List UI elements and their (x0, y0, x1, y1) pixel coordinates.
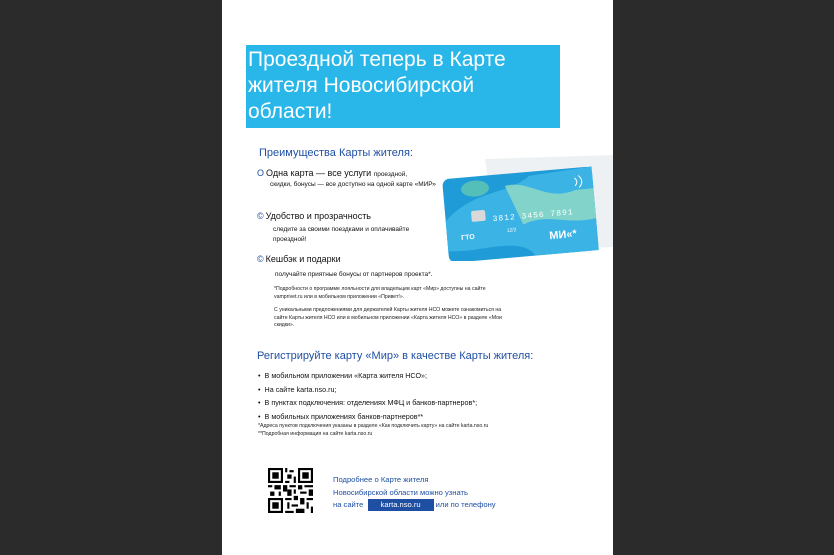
offers-note: С уникальными предложениями для держателей Карты жителя НСО можете ознакомиться на сайте Карты жителя НСО или в мобильном приложении «Карта жителя НСО» в разделе «Мои скидки». (274, 307, 502, 328)
bullet-icon: • (258, 411, 261, 421)
benefit-item (257, 211, 447, 245)
list-item: • На сайте karta.nso.ru; (258, 383, 558, 397)
loyalty-note: *Подробности о программе лояльности для владельцев карт «Мир» доступны на сайте vamprivet.ru или в мобильном приложении «Привет!». (274, 286, 486, 300)
benefits-heading: Преимущества Карты жителя: (259, 147, 413, 159)
more-info-prefix: на сайте (333, 500, 364, 509)
list-item: • В мобильных приложениях банков-партнеров** (258, 410, 558, 424)
footnote: **Подробная информация на сайте karta.nso.ru (258, 431, 373, 437)
document-page (222, 0, 613, 555)
register-heading: Регистрируйте карту «Мир» в качестве Карты жителя: (257, 350, 534, 362)
list-item: • В мобильном приложении «Карта жителя НСО»; (258, 369, 558, 383)
footnote: *Адреса пунктов подключения указаны в разделе «Как подключить карту» на сайте karta.nso.ru (258, 423, 489, 429)
more-info-block (333, 474, 523, 512)
benefit-desc: скидки, бонусы — все доступно на одной карте «МИР» (270, 181, 436, 188)
title-banner (246, 45, 560, 128)
register-list (258, 369, 558, 423)
card-expiry: 12/2 (506, 227, 517, 234)
more-info-line: Подробнее о Карте жителя (333, 475, 429, 484)
card-brand: ГТО (460, 233, 476, 242)
bullet-icon: • (258, 371, 261, 380)
bullet-icon: • (258, 398, 261, 407)
more-info-line: Новосибирской области можно узнать (333, 487, 468, 497)
list-item: • В пунктах подключения: отделениях МФЦ и банков-партнеров*; (258, 396, 558, 410)
copyright-bullet-icon: © (257, 254, 264, 264)
site-link[interactable]: karta.nso.ru (368, 499, 434, 511)
benefit-desc: следите за своими поездками и оплачивайте проездной! (273, 226, 410, 243)
benefit-desc: получайте приятные бонусы от партнеров проекта*. (275, 271, 433, 278)
resident-card-illustration (437, 155, 613, 261)
benefit-desc-inline: проездной, (373, 171, 408, 178)
qr-code-icon[interactable] (268, 468, 313, 513)
benefit-title: Удобство и прозрачность (265, 211, 371, 221)
copyright-bullet-icon: © (257, 211, 264, 221)
register-footnotes (258, 422, 558, 438)
benefit-title: Кешбэк и подарки (265, 254, 341, 264)
benefit-title: Одна карта — все услуги (266, 168, 372, 178)
more-info-suffix: или по телефону (435, 500, 496, 509)
bank-card-icon (437, 155, 613, 261)
page-title: Проездной теперь в Карте жителя Новосибирской области! (248, 48, 506, 123)
card-number: 3812 3456 7891 (492, 208, 575, 225)
mir-logo: МИ«* (548, 227, 578, 243)
circle-bullet-icon: O (257, 168, 265, 178)
benefit-item (257, 168, 447, 190)
bullet-icon: • (258, 384, 261, 394)
